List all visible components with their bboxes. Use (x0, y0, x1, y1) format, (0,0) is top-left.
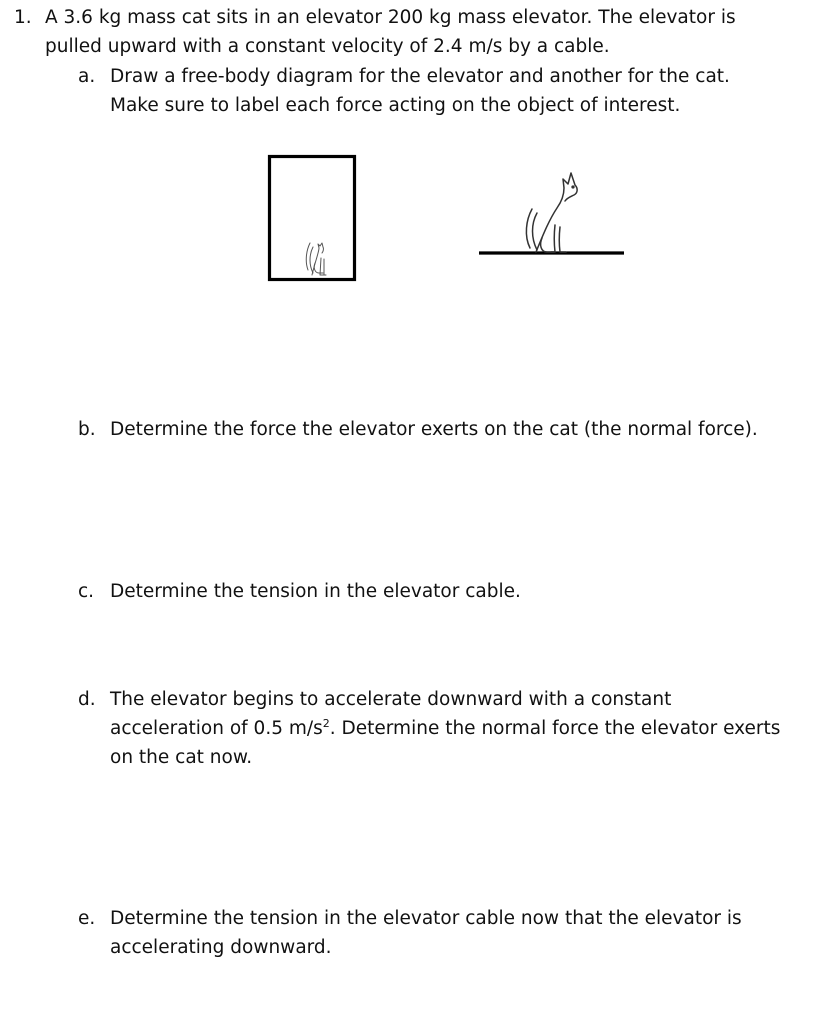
elevator-box (270, 157, 355, 280)
question-stem-line-1: A 3.6 kg mass cat sits in an elevator 200 kg mass elevator. The elevator is (45, 7, 736, 28)
part-d-line-3: on the cat now. (110, 747, 253, 768)
part-a-line-1: Draw a free-body diagram for the elevator and another for the cat. (110, 66, 730, 87)
part-e-line-1: Determine the tension in the elevator cable now that the elevator is (110, 908, 742, 929)
part-b-letter: b. (78, 419, 96, 440)
part-c-letter: c. (78, 581, 95, 602)
elevator-figure (265, 152, 360, 284)
question-stem-line-2: pulled upward with a constant velocity of 2.4 m/s by a cable. (45, 36, 610, 57)
part-a-line-2: Make sure to label each force acting on the object of interest. (110, 95, 681, 116)
part-d-line-2 (110, 714, 780, 743)
question-number: 1. (14, 7, 32, 28)
part-a-letter: a. (78, 66, 96, 87)
part-d-line-2-text: acceleration of 0.5 m/s (110, 718, 323, 739)
part-e-letter: e. (78, 908, 96, 929)
small-cat-icon (306, 243, 326, 275)
exponent-superscript: 2 (322, 717, 330, 730)
part-b-line: Determine the force the elevator exerts on the cat (the normal force). (110, 419, 758, 440)
part-e-line-2: accelerating downward. (110, 937, 332, 958)
part-d-line-1: The elevator begins to accelerate downward with a constant (110, 689, 672, 710)
part-c-line: Determine the tension in the elevator cable. (110, 581, 521, 602)
cat-icon (526, 173, 577, 252)
cat-on-ground-figure (476, 168, 628, 260)
part-d-line-2-rest: . Determine the normal force the elevator exerts (329, 718, 781, 739)
part-d-letter: d. (78, 689, 96, 710)
